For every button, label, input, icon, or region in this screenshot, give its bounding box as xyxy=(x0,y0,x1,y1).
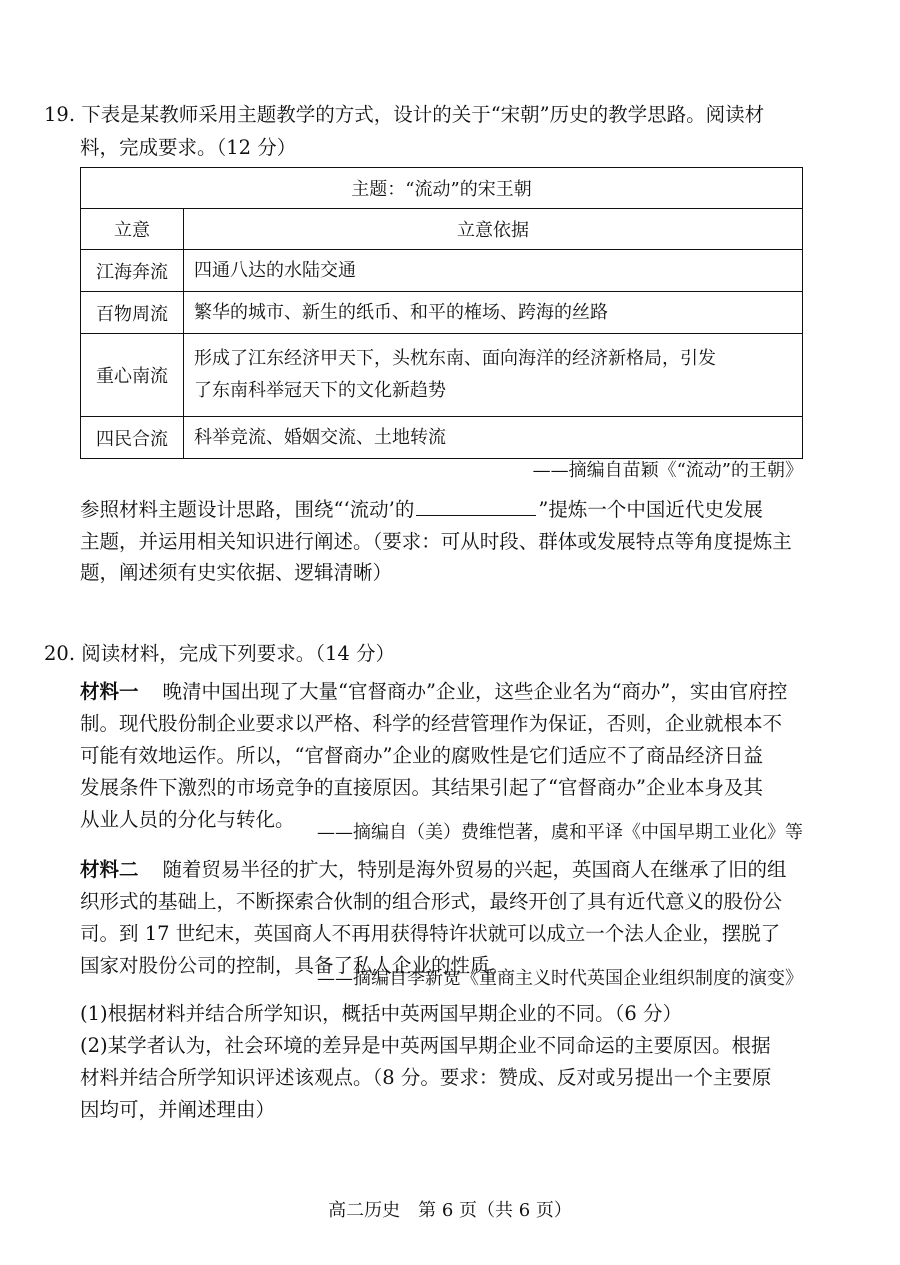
q19-req-text-a: 参照材料主题设计思路，围绕“‘流动’的 xyxy=(80,498,415,521)
table-row-key: 江海奔流 xyxy=(81,250,184,292)
material-1-source: ——摘编自（美）费维恺著，虞和平译《中国早期工业化》等 xyxy=(317,822,803,843)
material-2-line: 织形式的基础上，不断探索合伙制的组合形式，最终开创了具有近代意义的股份公 xyxy=(80,890,783,913)
table-row-value: 科举竞流、婚姻交流、土地转流 xyxy=(184,417,803,459)
table-row-value-line-2: 了东南科举冠天下的文化新趋势 xyxy=(194,380,446,401)
table-row-value xyxy=(184,334,803,417)
q19-req-text-b: ”提炼一个中国近代史发展 xyxy=(538,498,763,521)
table-row xyxy=(81,417,803,459)
table-row-key: 重心南流 xyxy=(81,334,184,417)
material-2-source: ——摘编自李新宽《重商主义时代英国企业组织制度的演变》 xyxy=(317,968,803,989)
table-row-value: 四通八达的水陆交通 xyxy=(184,250,803,292)
material-2-label: 材料二 xyxy=(80,858,139,881)
table-row-value: 繁华的城市、新生的纸币、和平的榷场、跨海的丝路 xyxy=(184,292,803,334)
q20-subquestion-2-line: 因均可，并阐述理由） xyxy=(80,1098,276,1121)
material-1-label: 材料一 xyxy=(80,680,139,703)
table-caption: 主题：“流动”的宋王朝 xyxy=(81,168,803,209)
page-footer: 高二历史 第 6 页（共 6 页） xyxy=(328,1200,572,1221)
table-row xyxy=(81,292,803,334)
q19-line-2: 料，完成要求。（12 分） xyxy=(80,136,297,159)
q19-source: ——摘编自苗颖《“流动”的王朝》 xyxy=(532,460,803,481)
material-2-line: 司。到 17 世纪末，英国商人不再用获得特许状就可以成立一个法人企业，摆脱了 xyxy=(80,922,781,945)
table-row-key: 百物周流 xyxy=(81,292,184,334)
q20-subquestion-2-line: (2)某学者认为，社会环境的差异是中英两国早期企业不同命运的主要原因。根据 xyxy=(80,1034,771,1057)
material-2-line xyxy=(80,854,787,882)
table-row xyxy=(81,334,803,417)
q19-requirement-line-1 xyxy=(80,494,763,522)
table-row xyxy=(81,250,803,292)
material-1-line: 发展条件下激烈的市场竞争的直接原因。其结果引起了“官督商办”企业本身及其 xyxy=(80,776,763,799)
table-header-col1: 立意 xyxy=(81,209,184,250)
material-1-line: 从业人员的分化与转化。 xyxy=(80,808,295,831)
q19-requirement-line-3: 题，阐述须有史实依据、逻辑清晰） xyxy=(80,561,393,584)
table-row-key: 四民合流 xyxy=(81,417,184,459)
table-header-col2: 立意依据 xyxy=(184,209,803,250)
question-20-title: 20. 阅读材料，完成下列要求。（14 分） xyxy=(44,642,395,665)
material-2-line: 国家对股份公司的控制，具备了私人企业的性质。 xyxy=(80,954,510,977)
material-1-line: 制。现代股份制企业要求以严格、科学的经营管理作为保证，否则，企业就根本不 xyxy=(80,712,783,735)
q20-subquestion-2-line: 材料并结合所学知识评述该观点。（8 分。要求：赞成、反对或另提出一个主要原 xyxy=(80,1066,772,1089)
q20-subquestion-1: (1)根据材料并结合所学知识，概括中英两国早期企业的不同。（6 分） xyxy=(80,1002,682,1025)
q19-requirement-line-2: 主题，并运用相关知识进行阐述。（要求：可从时段、群体或发展特点等角度提炼主 xyxy=(80,530,792,553)
material-1-line: 可能有效地运作。所以，“官督商办”企业的腐败性是它们适应不了商品经济日益 xyxy=(80,744,763,767)
material-1-text: 晚清中国出现了大量“官督商办”企业，这些企业名为“商办”，实由官府控 xyxy=(162,680,788,703)
q19-line-1: 19. 下表是某教师采用主题教学的方式，设计的关于“宋朝”历史的教学思路。阅读材 xyxy=(44,103,765,126)
table-row-value-line-1: 形成了江东经济甲天下，头枕东南、面向海洋的经济新格局，引发 xyxy=(194,348,716,369)
teaching-plan-table xyxy=(80,167,803,459)
material-1-line xyxy=(80,676,787,704)
material-2-text: 随着贸易半径的扩大，特别是海外贸易的兴起，英国商人在继承了旧的组 xyxy=(162,858,787,881)
answer-blank[interactable] xyxy=(416,497,536,516)
